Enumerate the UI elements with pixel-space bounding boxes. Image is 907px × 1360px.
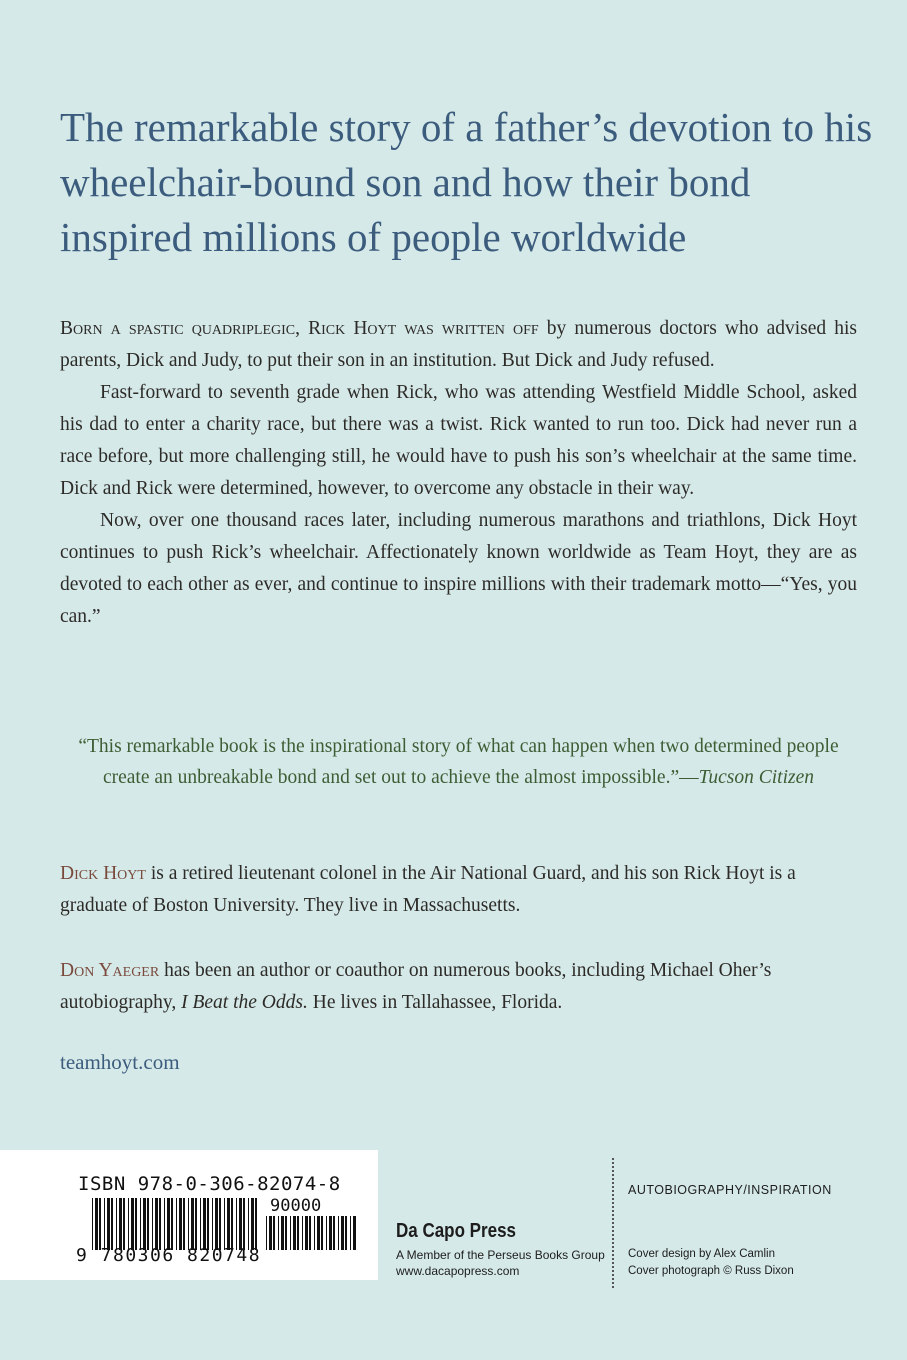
barcode-addon-icon bbox=[266, 1216, 356, 1250]
barcode-icon bbox=[92, 1198, 260, 1250]
author-bio-dick bbox=[60, 858, 857, 922]
author-bio-text: He lives in Tallahassee, Florida. bbox=[307, 992, 563, 1013]
author-bio-text: is a retired lieutenant colonel in the Air National Guard, and his son Rick Hoyt is a graduate of Boston University. They live in Massachusetts. bbox=[60, 863, 796, 916]
author-bio-text: has been an author or coauthor on numerous books, including Michael Oher’s autobiography, bbox=[60, 960, 772, 1013]
description-lead: Born a spastic quadriplegic, Rick Hoyt was written off bbox=[60, 318, 539, 339]
website-link[interactable]: teamhoyt.com bbox=[60, 1050, 180, 1074]
publisher-website[interactable]: www.dacapopress.com bbox=[396, 1264, 520, 1278]
quote-source: Tucson Citizen bbox=[698, 767, 815, 788]
description-rest: by numerous doctors who advised his parents, Dick and Judy, to put their son in an institution. But Dick and Judy refused. bbox=[60, 318, 858, 371]
description bbox=[60, 313, 857, 633]
description-paragraph bbox=[60, 313, 857, 377]
publisher-member: A Member of the Perseus Books Group bbox=[396, 1248, 605, 1262]
barcode-digits: 9 780306 820748 bbox=[76, 1245, 262, 1266]
author-bio-don bbox=[60, 955, 857, 1019]
price-code: 90000 bbox=[270, 1196, 322, 1216]
description-paragraph: Fast-forward to seventh grade when Rick, who was attending Westfield Middle School, asked his dad to enter a charity race, but there was a twist. Rick wanted to run too. Dick had never run a race before, but more challenging still, he would have to push his son’s wheelchair at the same time. Dick and Rick were determined, however, to overcome any obstacle in their way. bbox=[60, 382, 857, 499]
author-name: Don Yaeger bbox=[60, 960, 160, 981]
author-name: Dick Hoyt bbox=[60, 863, 146, 884]
category-label: AUTOBIOGRAPHY/INSPIRATION bbox=[628, 1183, 832, 1197]
isbn-label: ISBN 978-0-306-82074-8 bbox=[78, 1173, 341, 1195]
cover-design-credit: Cover design by Alex Camlin bbox=[628, 1248, 776, 1260]
divider bbox=[612, 1158, 614, 1288]
review-quote bbox=[60, 731, 857, 793]
publisher-name: Da Capo Press bbox=[396, 1220, 516, 1242]
book-title: I Beat the Odds. bbox=[181, 992, 308, 1013]
description-paragraph: Now, over one thousand races later, including numerous marathons and triathlons, Dick Hoyt continues to push Rick’s wheelchair. Affectionately known worldwide as Team Hoyt, they are as devoted to each other as ever, and continue to inspire millions with their trademark motto—“Yes, you can.” bbox=[60, 510, 857, 627]
quote-text: “This remarkable book is the inspirational story of what can happen when two determined people create an unbreakable bond and set out to achieve the almost impossible.”— bbox=[78, 736, 839, 788]
cover-photo-credit: Cover photograph © Russ Dixon bbox=[628, 1265, 794, 1277]
headline: The remarkable story of a father’s devotion to his wheelchair-bound son and how their bond inspired millions of people worldwide bbox=[60, 104, 873, 260]
